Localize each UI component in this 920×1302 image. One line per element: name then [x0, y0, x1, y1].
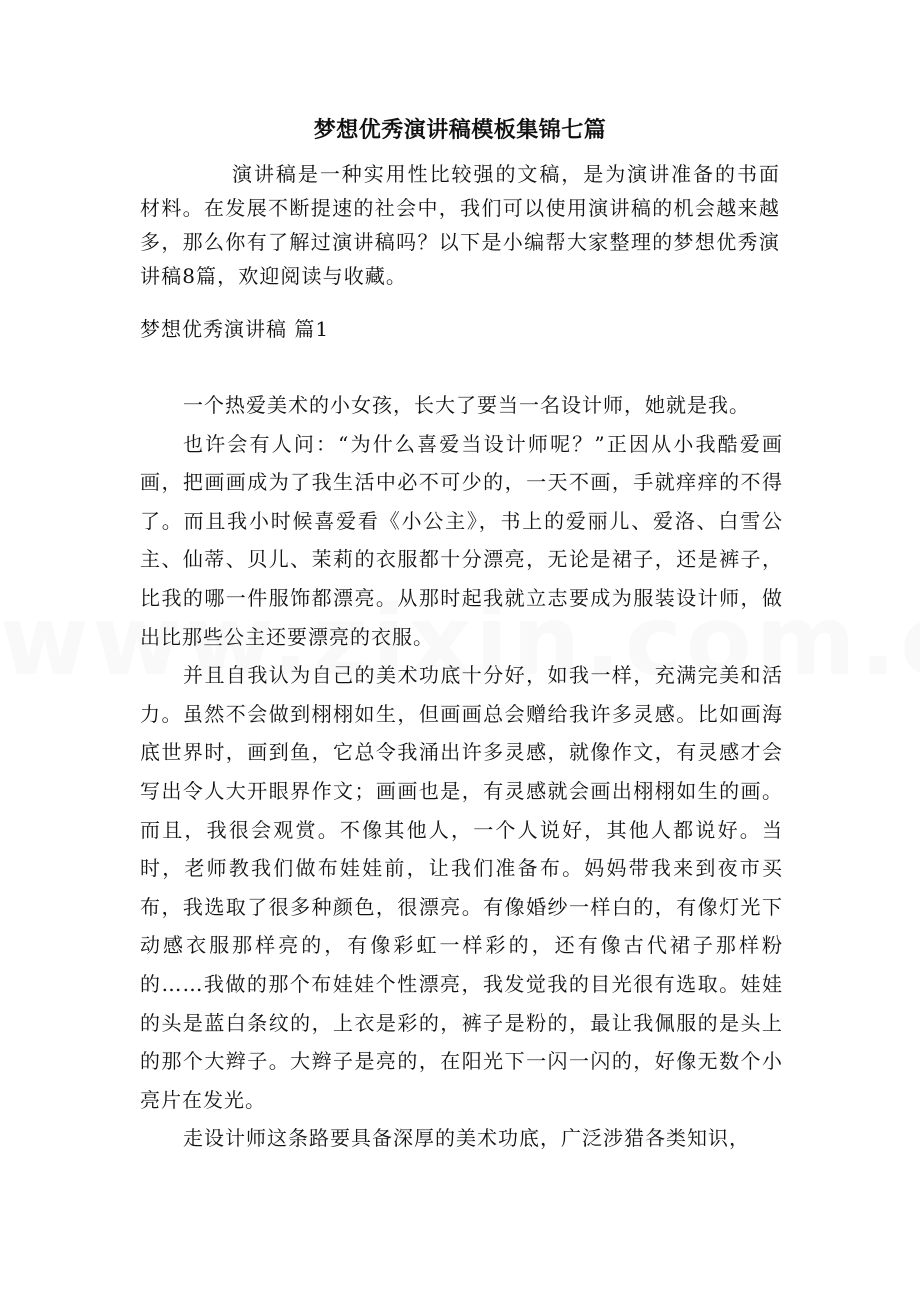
body-paragraph-4: 走设计师这条路要具备深厚的美术功底，广泛涉猎各类知识，: [183, 1126, 750, 1151]
body-paragraph-1: 一个热爱美术的小女孩，长大了要当一名设计师，她就是我。: [183, 393, 750, 417]
section-heading: 梦想优秀演讲稿 篇1: [140, 317, 330, 341]
body-text: [140, 386, 783, 1158]
document-title: 梦想优秀演讲稿模板集锦七篇: [313, 118, 607, 143]
body-paragraph-2: 也许会有人问：“为什么喜爱当设计师呢？”正因从小我酷爱画画，把画画成为了我生活中必不可少的，一天不画，手就痒痒的不得了。而且我小时候喜爱看《小公主》，书上的爱丽儿、爱洛、白雪公主、仙蒂、贝儿、茉莉的衣服都十分漂亮，无论是裙子，还是裤子，比我的哪一件服饰都漂亮。从那时起我就立志要成为服装设计师，做出比那些公主还要漂亮的衣服。: [140, 431, 783, 649]
intro-paragraph: 演讲稿是一种实用性比较强的文稿，是为演讲准备的书面材料。在发展不断提速的社会中，我们可以使用演讲稿的机会越来越多，那么你有了解过演讲稿吗？以下是小编帮大家整理的梦想优秀演讲稿8篇，欢迎阅读与收藏。: [140, 162, 780, 288]
body-paragraph-3: 并且自我认为自己的美术功底十分好，如我一样，充满完美和活力。虽然不会做到栩栩如生，但画画总会赠给我许多灵感。比如画海底世界时，画到鱼，它总令我涌出许多灵感，就像作文，有灵感才会写出令人大开眼界作文；画画也是，有灵感就会画出栩栩如生的画。而且，我很会观赏。不像其他人，一个人说好，其他人都说好。当时，老师教我们做布娃娃前，让我们准备布。妈妈带我来到夜市买布，我选取了很多种颜色，很漂亮。有像婚纱一样白的，有像灯光下动感衣服那样亮的，有像彩虹一样彩的，还有像古代裙子那样粉的……我做的那个布娃娃个性漂亮，我发觉我的目光很有选取。娃娃的头是蓝白条纹的，上衣是彩的，裤子是粉的，最让我佩服的是头上的那个大辫子。大辫子是亮的，在阳光下一闪一闪的，好像无数个小亮片在发光。: [140, 663, 783, 1112]
